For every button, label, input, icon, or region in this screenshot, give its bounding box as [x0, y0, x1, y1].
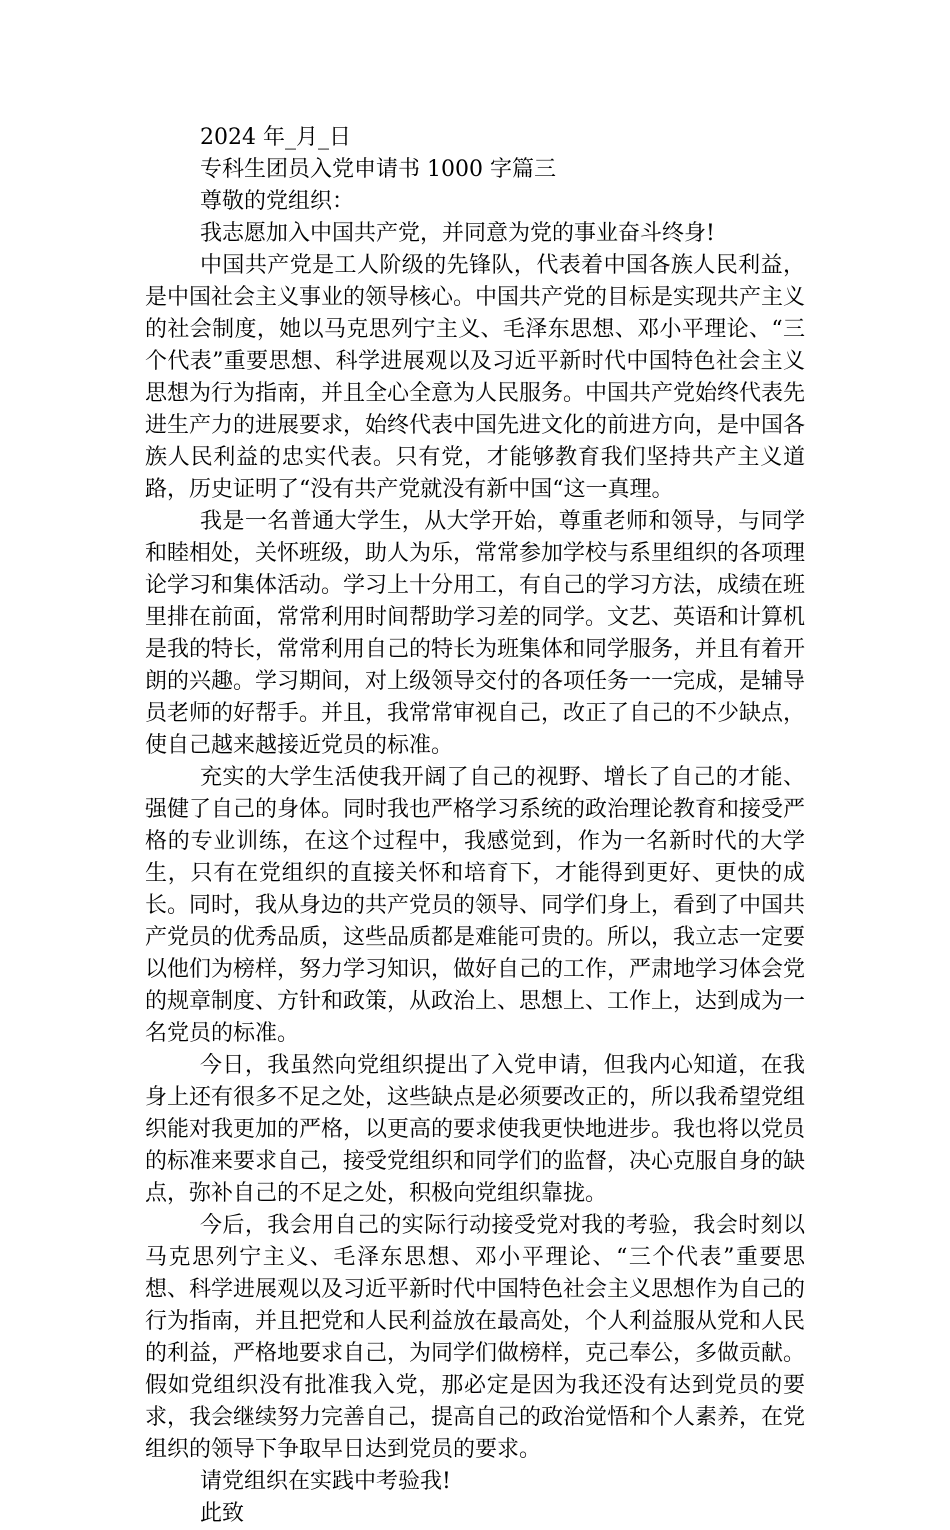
paragraph-self-intro: 我是一名普通大学生，从大学开始，尊重老师和领导，与同学和睦相处，关怀班级，助人为乐，常常参加学校与系里组织的各项理论学习和集体活动。学习上十分用工，有自己的学习方法，成绩在班里排在前面，常常利用时间帮助学习差的同学。文艺、英语和计算机是我的特长，常常利用自己的特长为班集体和同学服务，并且有着开朗的兴趣。学习期间，对上级领导交付的各项任务一一完成，是辅导员老师的好帮手。并且，我常常审视自己，改正了自己的不少缺点，使自己越来越接近党员的标准。 [145, 509, 806, 758]
paragraph-future: 今后，我会用自己的实际行动接受党对我的考验，我会时刻以马克思列宁主义、毛泽东思想、邓小平理论、“三个代表”重要思想、科学进展观以及习近平新时代中国特色社会主义思想作为自己的行为指南，并且把党和人民利益放在最高处，个人利益服从党和人民的利益，严格地要求自己，为同学们做榜样，克己奉公，多做贡献。假如党组织没有批准我入党，那必定是因为我还没有达到党员的要求，我会继续努力完善自己，提高自己的政治觉悟和个人素养，在党组织的领导下争取早日达到党员的要求。 [145, 1213, 806, 1462]
paragraph-party-intro: 中国共产党是工人阶级的先锋队，代表着中国各族人民利益，是中国社会主义事业的领导核心。中国共产党的目标是实现共产主义的社会制度，她以马克思列宁主义、毛泽东思想、邓小平理论、“三个代表”重要思想、科学进展观以及习近平新时代中国特色社会主义思想为行为指南，并且全心全意为人民服务。中国共产党始终代表先进生产力的进展要求，始终代表中国先进文化的前进方向，是中国各族人民利益的忠实代表。只有党，才能够教育我们坚持共产主义道路，历史证明了“没有共产党就没有新中国“这一真理。 [145, 253, 806, 502]
opening-statement: 我志愿加入中国共产党，并同意为党的事业奋斗终身! [200, 221, 715, 246]
paragraph-application: 今日，我虽然向党组织提出了入党申请，但我内心知道，在我身上还有很多不足之处，这些缺点是必须要改正的，所以我希望党组织能对我更加的严格，以更高的要求使我更快地进步。我也将以党员的标准来要求自己，接受党组织和同学们的监督，决心克服自身的缺点，弥补自己的不足之处，积极向党组织靠拢。 [145, 1053, 806, 1206]
document-title: 专科生团员入党申请书 1000 字篇三 [200, 157, 556, 182]
salutation: 尊敬的党组织： [200, 189, 355, 214]
document-body [145, 122, 805, 1530]
sign-off: 此致 [200, 1501, 245, 1526]
date-line: 2024 年_月_日 [200, 125, 351, 150]
paragraph-college-life: 充实的大学生活使我开阔了自己的视野、增长了自己的才能、强健了自己的身体。同时我也严格学习系统的政治理论教育和接受严格的专业训练，在这个过程中，我感觉到，作为一名新时代的大学生，只有在党组织的直接关怀和培育下，才能得到更好、更快的成长。同时，我从身边的共产党员的领导、同学们身上，看到了中国共产党员的优秀品质，这些品质都是难能可贵的。所以，我立志一定要以他们为榜样，努力学习知识，做好自己的工作，严肃地学习体会党的规章制度、方针和政策，从政治上、思想上、工作上，达到成为一名党员的标准。 [145, 765, 806, 1046]
closing-statement: 请党组织在实践中考验我! [200, 1469, 451, 1494]
